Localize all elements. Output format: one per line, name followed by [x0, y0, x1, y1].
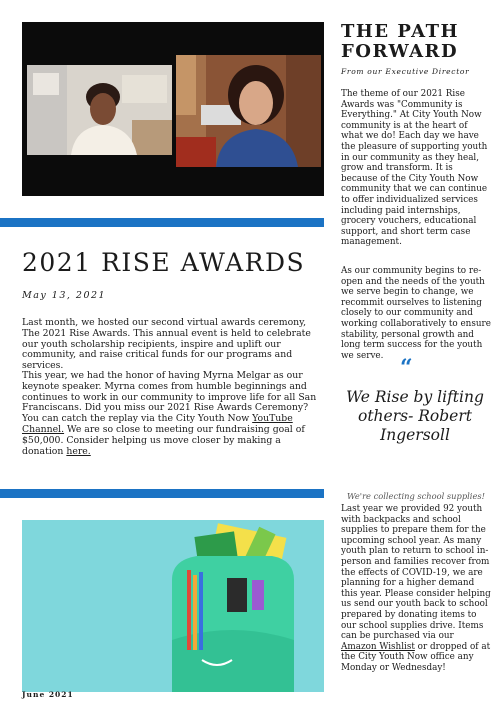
speaker-left-video-tile	[27, 65, 172, 155]
speaker-right-video-tile	[176, 55, 321, 167]
quote-icon: “	[400, 355, 413, 381]
backpack-photo	[22, 520, 324, 692]
section-divider-bottom	[0, 489, 324, 498]
rise-awards-heading: 2021 RISE AWARDS	[22, 248, 306, 277]
awards-paragraph-2	[22, 371, 322, 457]
director-paragraph-2: As our community begins to re-open and the needs of the youth we serve begin to change, we recommit ourselves to listening closely to our community and working collaboratively to ensure stability, personal growth and long term success for the youth we serve.	[341, 266, 491, 361]
article-date: May 13, 2021	[22, 290, 107, 301]
supplies-paragraph-text: Last year we provided 92 youth with backpacks and school supplies to prepare them for the upcoming school year. As many youth plan to return to school in-person and families recover from the effects of COVID-19, we are planning for a higher demand this year. Please consider helping us send our youth back to school prepared by donating items to our school supplies drive. Items can be purchased via our	[341, 504, 491, 642]
donation-link[interactable]: here.	[66, 445, 91, 457]
director-subtitle: From our Executive Director	[341, 67, 470, 76]
awards-paragraph-1: Last month, we hosted our second virtual awards ceremony, The 2021 Rise Awards. This annual event is held to celebrate our youth scholarship recipients, inspire and uplift our community, and raise critical funds for our programs and services.	[22, 317, 311, 372]
awards-paragraph-2-text-cont: We are so close to meeting our fundraising goal of $50,000. Consider helping us move closer by making a donation	[22, 423, 305, 457]
footer-date: June 2021	[22, 690, 74, 699]
path-forward-heading: THE PATH FORWARD	[341, 21, 459, 62]
awards-paragraph-2-text: This year, we had the honor of having Myrna Melgar as our keynote speaker. Myrna comes from humble beginnings and continues to work in our community to improve life for all San Franciscans. Did you miss our 2021 Rise Awards Ceremony? You can catch the replay via the City Youth Now	[22, 370, 317, 425]
amazon-wishlist-link[interactable]: Amazon Wishlist	[341, 641, 415, 652]
youtube-channel-link[interactable]: YouTube Channel.	[22, 413, 293, 435]
supplies-paragraph	[341, 504, 491, 674]
pull-quote: We Rise by lifting others- Robert Ingersoll	[346, 388, 484, 444]
supplies-paragraph-text-cont: or dropped of at the City Youth Now office any Monday or Wednesday!	[341, 641, 491, 673]
director-paragraph-1: The theme of our 2021 Rise Awards was "Community is Everything." At City Youth Now community is at the heart of what we do! Each day we have the pleasure of supporting youth in our community as they heal, grow and transform. It is because of the City Youth Now community that we can continue to offer individualized services including paid internships, grocery vouchers, educational support, and short term case management.	[341, 89, 488, 248]
supplies-heading: We're collecting school supplies!	[347, 491, 485, 501]
section-divider-top	[0, 218, 324, 227]
